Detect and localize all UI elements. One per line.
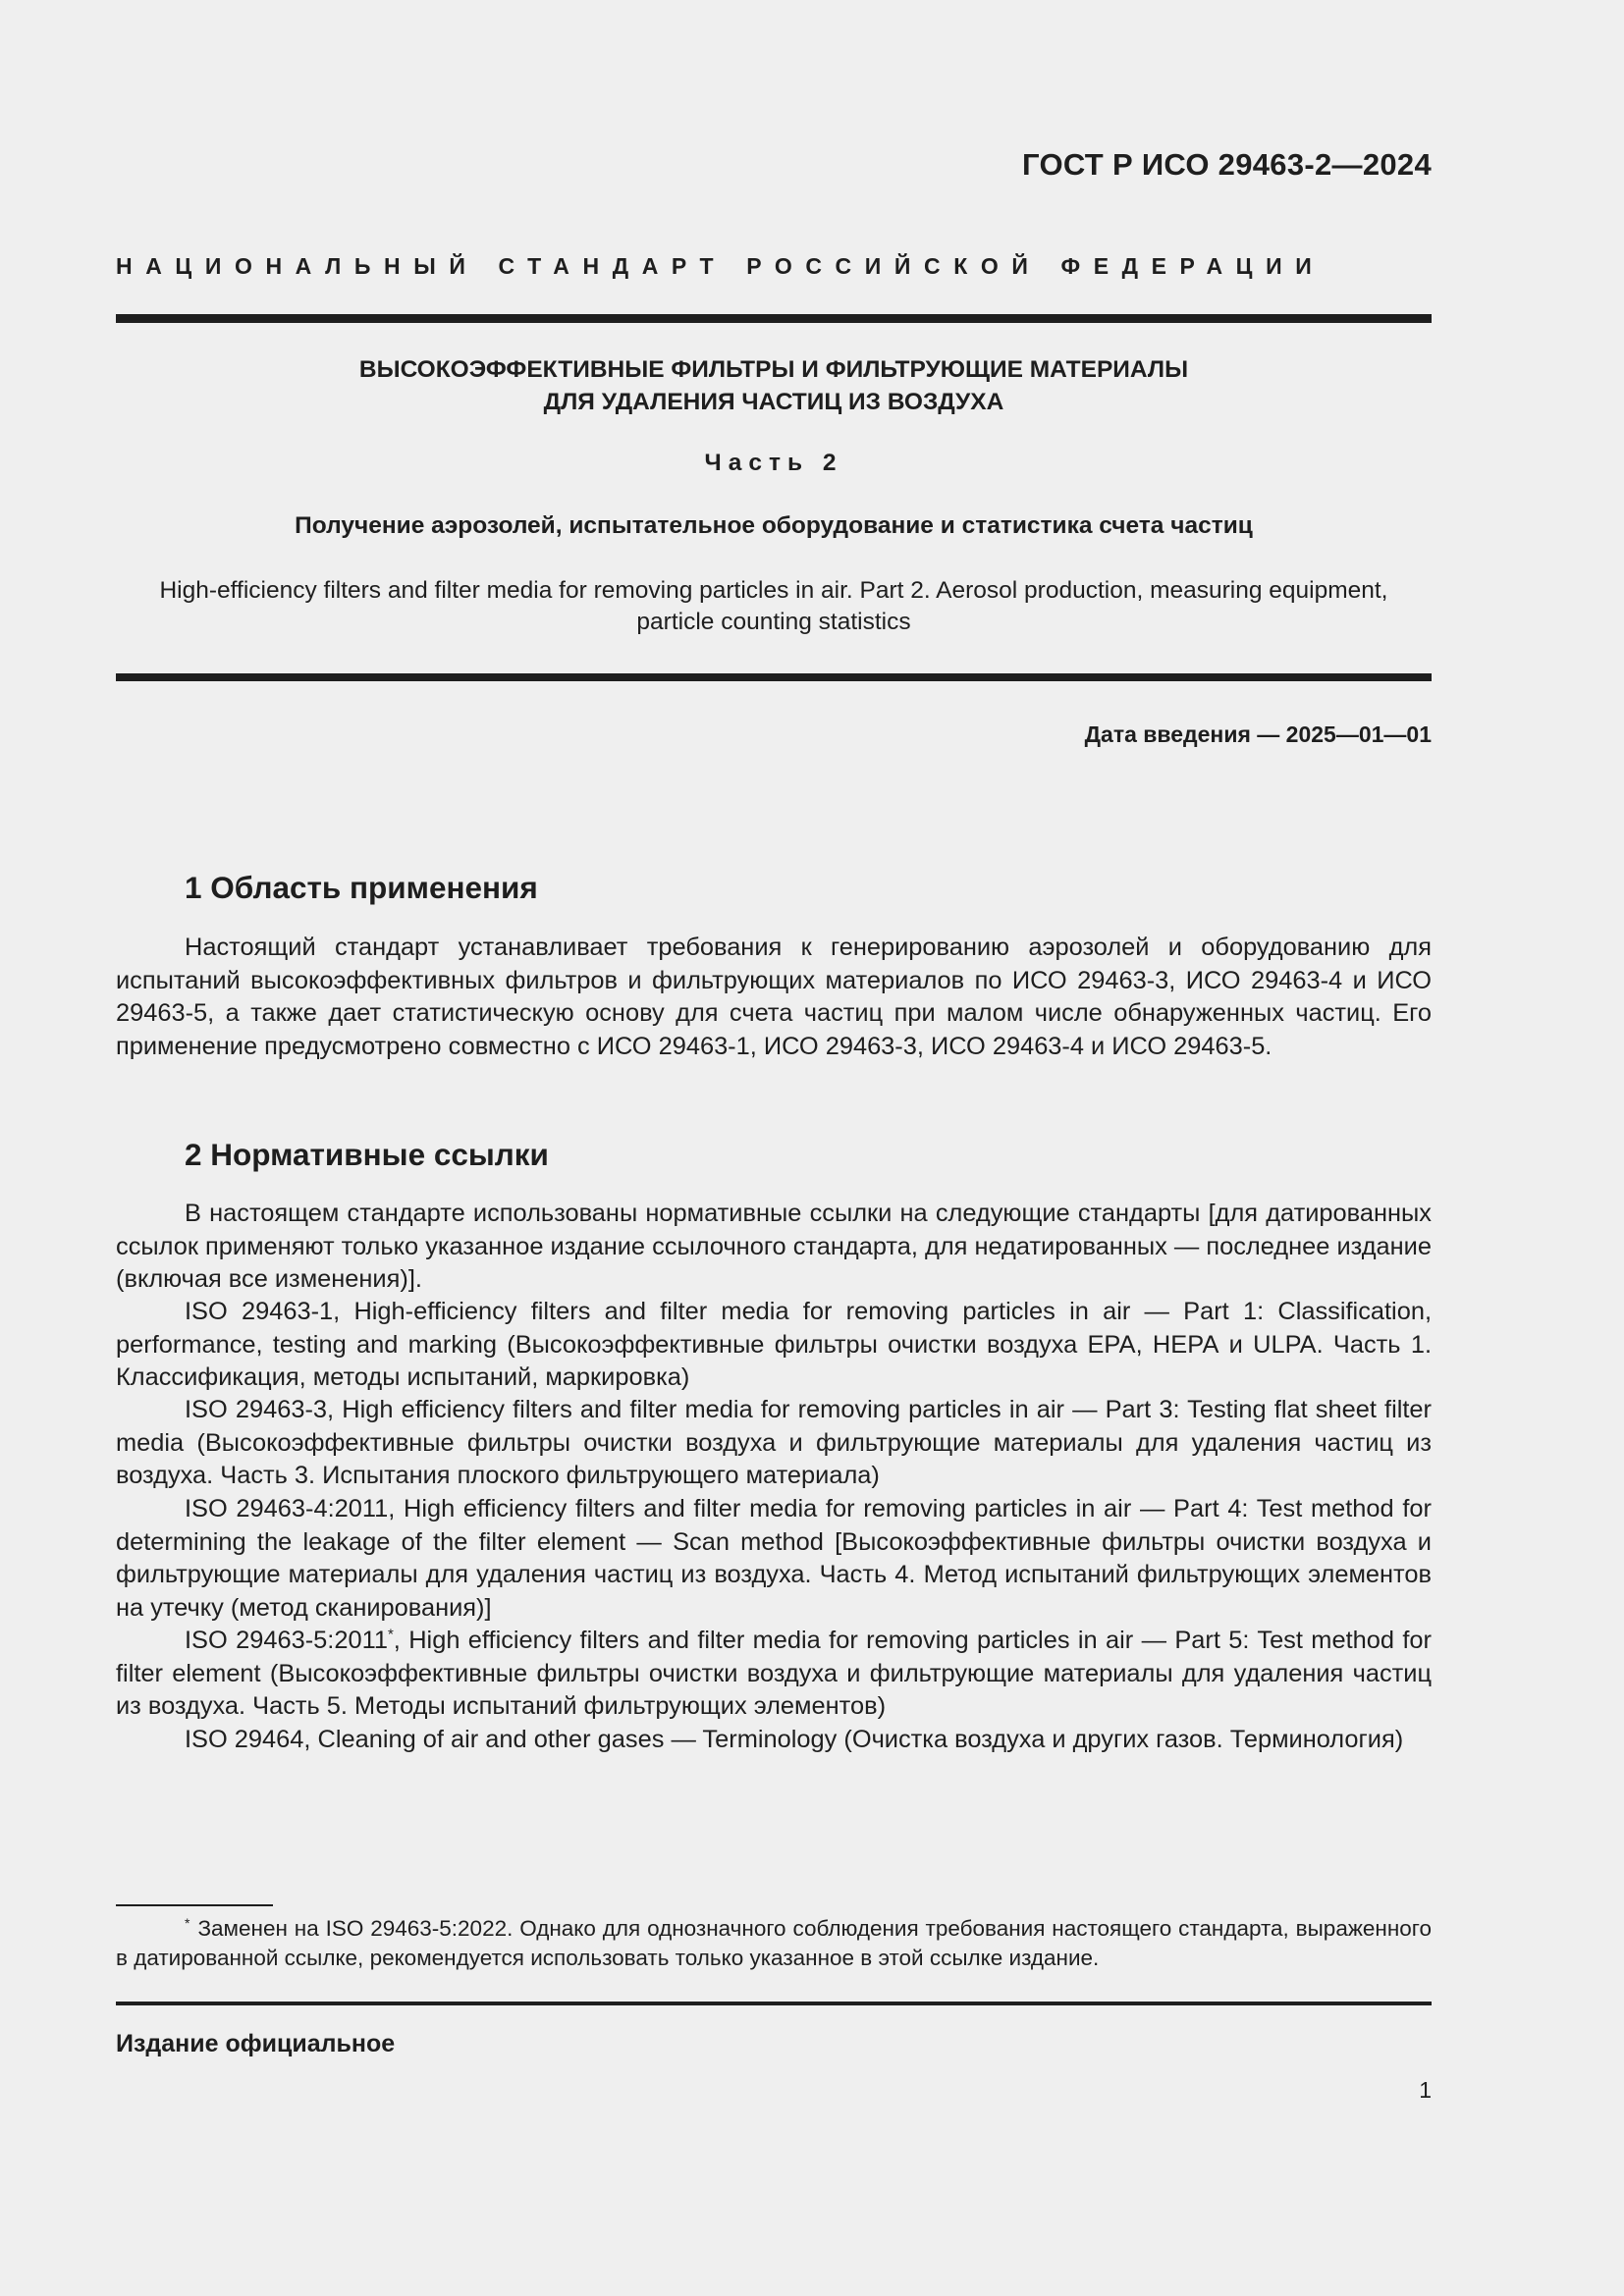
reference-iso-29463-5	[116, 1625, 1432, 1724]
reference-iso-29463-3: ISO 29463-3, High efficiency filters and filter media for removing particles in air — Part 3: Testing flat sheet filter media (Высокоэффективные фильтры очистки воздуха и фильтрующие материалы для удаления частиц из воздуха. Часть 3. Испытания плоского фильтрующего материала)	[116, 1396, 1432, 1489]
english-title-line-1: High-efficiency filters and filter media for removing particles in air. Part 2. Aerosol production, measuring equipment,	[159, 577, 1388, 604]
reference-code: ISO 29463-5:2011	[185, 1627, 388, 1654]
section-1-text: Настоящий стандарт устанавливает требования к генерированию аэрозолей и оборудованию для испытаний высокоэффективных фильтров и фильтрующих материалов по ИСО 29463-3, ИСО 29463-4 и ИСО 29463-5, а также дает статистическую основу для счета частиц при малом числе обнаруженных частиц. Его применение предусмотрено совместно с ИСО 29463-1, ИСО 29463-3, ИСО 29463-4 и ИСО 29463-5.	[116, 934, 1432, 1060]
english-title	[116, 575, 1432, 638]
standard-title	[116, 353, 1432, 418]
footnote-separator	[116, 1904, 273, 1906]
footnote-mark: *	[185, 1914, 190, 1931]
footnote	[116, 1914, 1432, 1973]
page-number: 1	[1419, 2077, 1432, 2103]
section-2-heading: 2 Нормативные ссылки	[185, 1137, 549, 1172]
reference-iso-29464: ISO 29464, Cleaning of air and other gases — Terminology (Очистка воздуха и других газов. Терминология)	[185, 1726, 1404, 1753]
part-subtitle: Получение аэрозолей, испытательное оборудование и статистика счета частиц	[295, 512, 1253, 539]
footnote-text: Заменен на ISO 29463-5:2022. Однако для однозначного соблюдения требования настоящего стандарта, выраженного в датированной ссылке, рекомендуется использовать только указанное в этой ссылке издание.	[116, 1916, 1432, 1970]
english-title-line-2: particle counting statistics	[636, 609, 911, 635]
document-code: ГОСТ Р ИСО 29463-2—2024	[1022, 147, 1432, 182]
top-rule	[116, 314, 1432, 323]
title-line-2: ДЛЯ УДАЛЕНИЯ ЧАСТИЦ ИЗ ВОЗДУХА	[543, 389, 1004, 415]
introduction-date: Дата введения — 2025—01—01	[1084, 721, 1432, 747]
title-line-1: ВЫСОКОЭФФЕКТИВНЫЕ ФИЛЬТРЫ И ФИЛЬТРУЮЩИЕ МАТЕРИАЛЫ	[358, 356, 1189, 383]
official-edition-label: Издание официальное	[116, 2030, 396, 2057]
footnote-marker[interactable]: *	[387, 1626, 394, 1643]
part-label: Часть 2	[704, 450, 843, 476]
section-2-intro: В настоящем стандарте использованы нормативные ссылки на следующие стандарты [для датированных ссылок применяют только указанное издание ссылочного стандарта, для недатированных — последнее издание (включая все изменения)].	[116, 1200, 1432, 1293]
reference-text: , High efficiency filters and filter media for removing particles in air — Part 5: Test method for filter element (Высокоэффективные фильтры очистки воздуха и фильтрующие материалы для удаления частиц из воздуха. Часть 5. Методы испытаний фильтрующих элементов)	[116, 1627, 1432, 1720]
national-standard-label: НАЦИОНАЛЬНЫЙ СТАНДАРТ РОССИЙСКОЙ ФЕДЕРАЦИИ	[116, 253, 1326, 279]
reference-iso-29463-4: ISO 29463-4:2011, High efficiency filters and filter media for removing particles in air — Part 4: Test method for determining the leakage of the filter element — Scan method [Высокоэффективные фильтры очистки воздуха и фильтрующие материалы для удаления частиц из воздуха. Часть 4. Метод испытаний фильтрующих элементов на утечку (метод сканирования)]	[116, 1495, 1432, 1622]
footer-rule	[116, 2002, 1432, 2005]
document-page	[116, 0, 1432, 2296]
section-1-heading: 1 Область применения	[185, 870, 538, 905]
reference-iso-29463-1: ISO 29463-1, High-efficiency filters and filter media for removing particles in air — Part 1: Classification, performance, testing and marking (Высокоэффективные фильтры очистки воздуха ЕРА, НЕРА и ULPA. Часть 1. Классификация, методы испытаний, маркировка)	[116, 1298, 1432, 1391]
title-bottom-rule	[116, 673, 1432, 681]
